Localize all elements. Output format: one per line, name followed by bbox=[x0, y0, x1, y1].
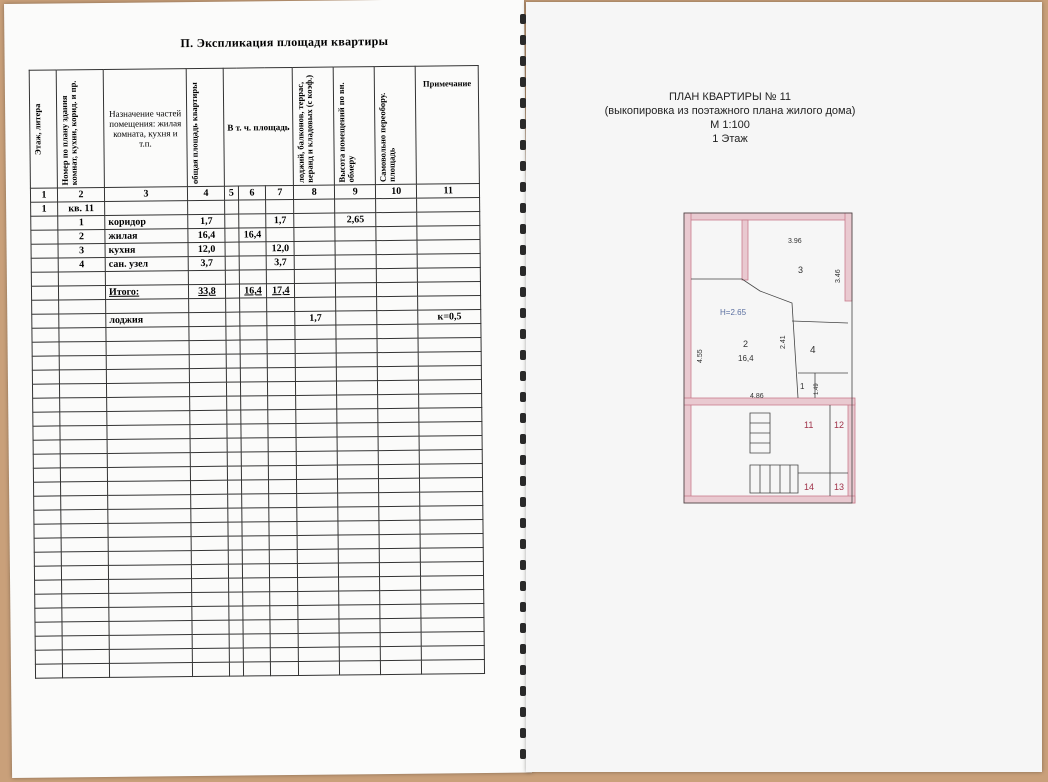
wall-right-upper bbox=[845, 213, 852, 301]
table-cell-loggia bbox=[294, 227, 335, 241]
table-cell-apt bbox=[225, 284, 239, 298]
table-cell-purpose: лоджия bbox=[106, 313, 189, 328]
table-cell-aux: 1,7 bbox=[266, 213, 294, 227]
spiral-ring bbox=[520, 119, 526, 129]
spiral-ring bbox=[520, 644, 526, 654]
table-cell-apt bbox=[225, 256, 239, 270]
table-cell-aux: 3,7 bbox=[267, 255, 295, 269]
table-cell-living: 16,4 bbox=[239, 284, 267, 298]
table-cell-height: 2,65 bbox=[335, 213, 376, 227]
wall-middle bbox=[684, 398, 855, 405]
table-cell-height bbox=[336, 283, 377, 297]
dim-486: 4.86 bbox=[750, 393, 764, 400]
spiral-ring bbox=[520, 224, 526, 234]
table-cell-total bbox=[189, 298, 226, 312]
table-cell-height bbox=[335, 241, 376, 255]
dim-396: 3.96 bbox=[788, 238, 802, 245]
table-cell-num bbox=[58, 285, 105, 299]
room12-label: 12 bbox=[834, 420, 845, 430]
room11-label: 11 bbox=[804, 420, 814, 430]
table-cell-height bbox=[335, 227, 376, 241]
spiral-ring bbox=[520, 266, 526, 276]
table-cell-aux bbox=[267, 297, 295, 311]
room3-label: 3 bbox=[798, 265, 804, 275]
spiral-ring bbox=[520, 455, 526, 465]
table-cell-floor bbox=[31, 258, 58, 272]
table-cell-floor: 1 bbox=[31, 202, 58, 216]
column-number: 8 bbox=[294, 185, 335, 199]
header-height: Высота помещений по вн. обмеру bbox=[333, 67, 375, 185]
plan-header bbox=[580, 90, 880, 146]
spiral-ring bbox=[520, 371, 526, 381]
spiral-ring bbox=[520, 413, 526, 423]
bath-wall bbox=[792, 321, 848, 323]
explication-title: П. Экспликация площади квартиры bbox=[180, 33, 389, 51]
spiral-ring bbox=[520, 497, 526, 507]
spiral-ring bbox=[520, 98, 526, 108]
table-cell-total bbox=[188, 270, 225, 284]
header-illegal: Самовольно переобору. площадь bbox=[374, 66, 416, 184]
column-number: 2 bbox=[57, 187, 104, 201]
header-incl-area: В т. ч. площадь bbox=[223, 67, 293, 186]
spiral-ring bbox=[520, 539, 526, 549]
table-cell-loggia bbox=[295, 269, 336, 283]
dim-455: 4.55 bbox=[697, 349, 704, 363]
spiral-ring bbox=[520, 686, 526, 696]
table-cell-floor bbox=[31, 272, 58, 286]
table-cell-purpose: Итого: bbox=[105, 285, 188, 300]
wall-top bbox=[684, 213, 852, 220]
table-cell-aux bbox=[267, 269, 295, 283]
table-cell-total: 33,8 bbox=[188, 284, 225, 298]
table-cell-living bbox=[239, 242, 267, 256]
spiral-ring bbox=[520, 203, 526, 213]
spiral-ring bbox=[520, 329, 526, 339]
table-cell-floor bbox=[31, 216, 58, 230]
spiral-ring bbox=[520, 665, 526, 675]
table-cell-note bbox=[417, 198, 480, 213]
room2-label: 2 bbox=[743, 339, 749, 349]
table-cell-floor bbox=[32, 300, 59, 314]
table-cell-living bbox=[238, 200, 266, 214]
table-cell-illegal bbox=[376, 212, 417, 226]
spiral-ring bbox=[520, 350, 526, 360]
table-cell-height bbox=[336, 311, 377, 325]
staircase bbox=[750, 413, 798, 493]
table-cell-total: 3,7 bbox=[188, 256, 225, 270]
wall-bottom bbox=[684, 496, 855, 503]
header-note: Примечание bbox=[415, 66, 479, 185]
table-cell-height bbox=[335, 255, 376, 269]
dim-346: 3.46 bbox=[835, 269, 842, 283]
spiral-ring bbox=[520, 14, 526, 24]
table-cell-floor bbox=[32, 314, 59, 328]
table-cell-note bbox=[418, 296, 481, 311]
spiral-ring bbox=[520, 749, 526, 759]
spiral-ring bbox=[520, 476, 526, 486]
table-cell-total: 1,7 bbox=[188, 214, 225, 228]
table-cell-num: кв. 11 bbox=[58, 201, 105, 215]
table-cell-living bbox=[239, 256, 267, 270]
table-cell-num: 1 bbox=[58, 215, 105, 229]
column-number: 7 bbox=[266, 185, 294, 199]
column-number: 5 bbox=[224, 186, 238, 200]
column-number: 11 bbox=[417, 184, 480, 199]
room13-label: 13 bbox=[834, 482, 845, 492]
header-loggia: лоджий, балконов, террас, веранд и кладовых (с коэф.) bbox=[292, 67, 334, 185]
binding-spiral bbox=[519, 0, 529, 782]
table-cell-total: 16,4 bbox=[188, 228, 225, 242]
plan-scale: М 1:100 bbox=[710, 119, 750, 131]
table-cell-purpose: кухня bbox=[105, 243, 188, 258]
wall-right-lower bbox=[848, 403, 855, 503]
spiral-ring bbox=[520, 182, 526, 192]
spiral-ring bbox=[520, 707, 526, 717]
table-cell-purpose: коридор bbox=[105, 215, 188, 230]
table-cell-apt bbox=[226, 298, 240, 312]
table-cell-height bbox=[336, 269, 377, 283]
table-cell-living bbox=[239, 298, 267, 312]
table-cell-total bbox=[189, 312, 226, 326]
column-number: 6 bbox=[238, 186, 266, 200]
column-number: 9 bbox=[335, 185, 376, 199]
table-cell-aux bbox=[267, 311, 295, 325]
spiral-ring bbox=[520, 77, 526, 87]
table-cell-purpose: жилая bbox=[105, 229, 188, 244]
table-cell-note bbox=[417, 254, 480, 269]
table-cell-note bbox=[418, 282, 481, 297]
header-total-area: общая площадь квартиры bbox=[186, 68, 224, 186]
table-cell-aux bbox=[266, 227, 294, 241]
table-cell-loggia: 1,7 bbox=[295, 311, 336, 325]
table-cell-apt bbox=[225, 242, 239, 256]
table-cell-note bbox=[418, 268, 481, 283]
floor-plan bbox=[680, 203, 880, 513]
table-cell-num: 3 bbox=[58, 243, 105, 257]
column-number: 10 bbox=[376, 184, 417, 198]
table-cell-loggia bbox=[294, 213, 335, 227]
dim-149: 1.49 bbox=[814, 383, 820, 395]
header-purpose: Назначение частей помещения: жилая комната, кухня и т.п. bbox=[103, 69, 187, 188]
table-cell-apt bbox=[225, 228, 239, 242]
table-cell-aux bbox=[266, 199, 294, 213]
table-cell-num bbox=[58, 271, 105, 285]
spiral-ring bbox=[520, 581, 526, 591]
spiral-ring bbox=[520, 140, 526, 150]
table-cell-apt bbox=[226, 312, 240, 326]
table-cell-floor bbox=[31, 244, 58, 258]
table-cell-num: 2 bbox=[58, 229, 105, 243]
table-cell-note bbox=[417, 240, 480, 255]
table-cell-loggia bbox=[294, 255, 335, 269]
table-cell-apt bbox=[225, 270, 239, 284]
table-cell-note bbox=[417, 212, 480, 227]
table-cell-num bbox=[59, 313, 106, 327]
table-cell-living bbox=[238, 214, 266, 228]
table-cell-total bbox=[188, 200, 225, 214]
table-cell-note: к=0,5 bbox=[418, 310, 481, 325]
room14-label: 14 bbox=[804, 482, 815, 492]
table-cell-illegal bbox=[377, 296, 418, 310]
spiral-ring bbox=[520, 35, 526, 45]
table-cell-floor bbox=[31, 230, 58, 244]
table-cell-loggia bbox=[294, 241, 335, 255]
spiral-ring bbox=[520, 245, 526, 255]
table-cell-num bbox=[59, 299, 106, 313]
table-cell-illegal bbox=[376, 198, 417, 212]
explication-table bbox=[29, 65, 486, 679]
room1-label: 1 bbox=[800, 382, 805, 391]
spiral-ring bbox=[520, 602, 526, 612]
spiral-ring bbox=[520, 560, 526, 570]
table-cell-purpose bbox=[105, 201, 188, 216]
spiral-ring bbox=[520, 728, 526, 738]
spiral-ring bbox=[520, 518, 526, 528]
spiral-ring bbox=[520, 434, 526, 444]
table-cell-living: 16,4 bbox=[238, 228, 266, 242]
wall-left bbox=[684, 213, 691, 503]
table-cell-loggia bbox=[295, 283, 336, 297]
explication-page bbox=[4, 0, 532, 778]
table-cell-illegal bbox=[377, 268, 418, 282]
table-cell-living bbox=[239, 270, 267, 284]
column-number: 1 bbox=[30, 188, 57, 202]
plan-outline bbox=[684, 213, 852, 503]
column-number: 3 bbox=[104, 187, 187, 202]
table-cell-illegal bbox=[376, 240, 417, 254]
table-cell-aux: 17,4 bbox=[267, 283, 295, 297]
room4-label: 4 bbox=[810, 345, 816, 356]
spiral-ring bbox=[520, 56, 526, 66]
spiral-ring bbox=[520, 161, 526, 171]
table-cell-aux: 12,0 bbox=[266, 241, 294, 255]
table-cell-apt bbox=[225, 200, 239, 214]
table-cell-purpose bbox=[105, 271, 188, 286]
spiral-ring bbox=[520, 623, 526, 633]
table-cell-loggia bbox=[294, 199, 335, 213]
table-cell-loggia bbox=[295, 297, 336, 311]
table-cell-total: 12,0 bbox=[188, 242, 225, 256]
plan-floor: 1 Этаж bbox=[712, 133, 748, 145]
table-cell-height bbox=[336, 297, 377, 311]
dim-241: 2.41 bbox=[780, 335, 787, 349]
table-cell-living bbox=[239, 312, 267, 326]
plan-title: ПЛАН КВАРТИРЫ № 11 bbox=[668, 91, 792, 103]
table-cell-purpose bbox=[106, 299, 189, 314]
table-cell-floor bbox=[31, 286, 58, 300]
table-cell-illegal bbox=[376, 254, 417, 268]
spiral-ring bbox=[520, 392, 526, 402]
table-cell-purpose: сан. узел bbox=[105, 257, 188, 272]
table-cell-illegal bbox=[377, 282, 418, 296]
spiral-ring bbox=[520, 287, 526, 297]
table-cell-num: 4 bbox=[58, 257, 105, 271]
header-room-number: Номер по плану здания комнат, кухни, корид. и пр. bbox=[56, 69, 104, 187]
wall-inner bbox=[742, 220, 748, 280]
spiral-ring bbox=[520, 308, 526, 318]
table-cell-illegal bbox=[376, 226, 417, 240]
table-cell-apt bbox=[225, 214, 239, 228]
room2-area: 16,4 bbox=[738, 354, 754, 363]
table-cell-illegal bbox=[377, 310, 418, 324]
plan-subtitle: (выкопировка из поэтажного плана жилого дома) bbox=[604, 105, 856, 117]
column-number: 4 bbox=[187, 186, 224, 200]
table-cell-note bbox=[417, 226, 480, 241]
table-cell-height bbox=[335, 199, 376, 213]
height-label: H=2.65 bbox=[720, 308, 747, 317]
header-floor: Этаж, литера bbox=[29, 70, 57, 188]
